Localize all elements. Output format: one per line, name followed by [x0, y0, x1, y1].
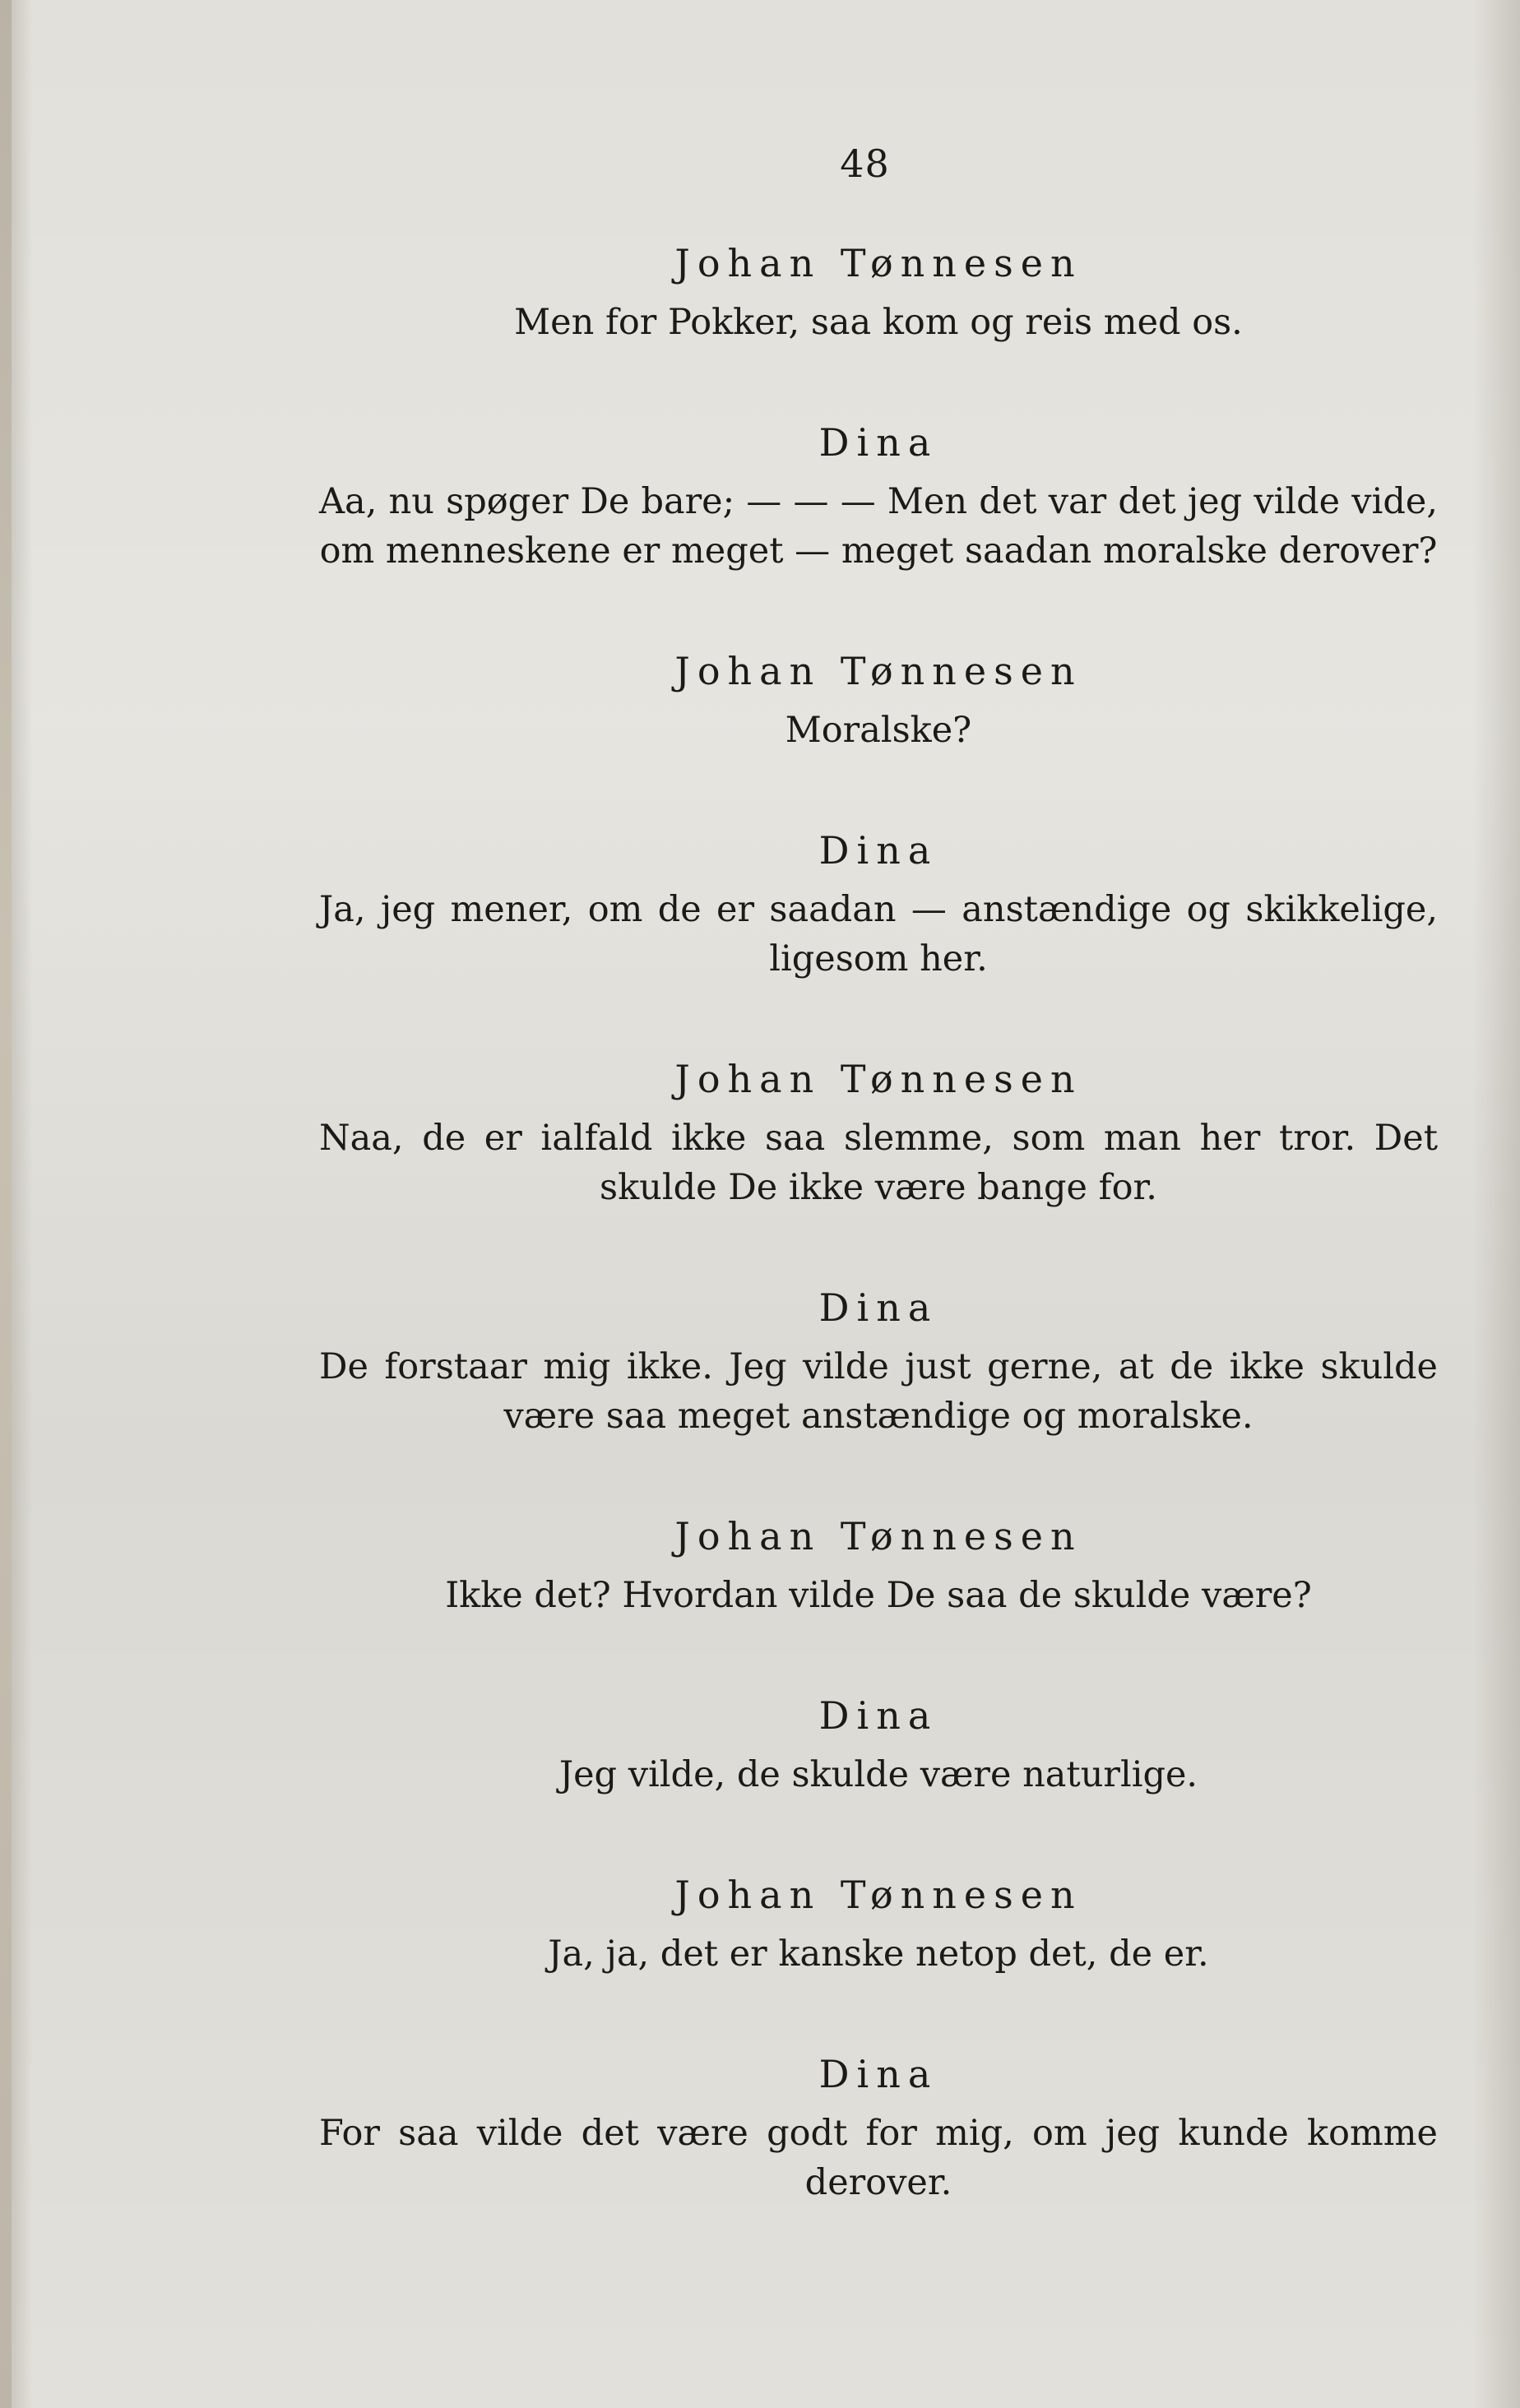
speaker-name: Johan Tønnesen: [674, 1514, 1082, 1558]
speech-text: Aa, nu spøger De bare; — — — Men det var det jeg vilde vide, om menneskene er meget — meget saadan moralske derover?: [319, 481, 1438, 572]
speaker-name: Dina: [818, 1285, 938, 1330]
speech-text: Jeg vilde, de skulde være naturlige.: [558, 1754, 1198, 1795]
page-number: 48: [840, 141, 890, 186]
dialogue-entry: [319, 1870, 1438, 1979]
dialogue-entry: [319, 238, 1438, 347]
speech-text: Ikke det? Hvordan vilde De saa de skulde være?: [445, 1575, 1312, 1616]
speaker-name: Dina: [818, 1693, 938, 1738]
speaker-name: Dina: [818, 420, 938, 465]
speech-text: Men for Pokker, saa kom og reis med os.: [514, 302, 1243, 343]
speech-text: Ja, ja, det er kanske netop det, de er.: [548, 1933, 1209, 1975]
dialogue-entry: [319, 826, 1438, 984]
speech-text: Naa, de er ialfald ikke saa slemme, som man her tror. Det skulde De ikke være bange for.: [319, 1118, 1438, 1208]
dialogue-entry: [319, 2049, 1438, 2207]
dialogue-entry: [319, 646, 1438, 755]
speaker-name: Dina: [818, 2052, 938, 2096]
dialogue-entry: [319, 1054, 1438, 1212]
speaker-name: Johan Tønnesen: [674, 1873, 1082, 1917]
speaker-name: Johan Tønnesen: [674, 1057, 1082, 1101]
page-binding-edge: [0, 0, 12, 2408]
speech-text: Ja, jeg mener, om de er saadan — anstændige og skikkelige, ligesom her.: [319, 889, 1438, 979]
dialogue-entry: [319, 1691, 1438, 1799]
dialogue-block: [319, 238, 1438, 2278]
dialogue-entry: [319, 1512, 1438, 1620]
speech-text: For saa vilde det være godt for mig, om jeg kunde komme derover.: [319, 2113, 1438, 2203]
speaker-name: Johan Tønnesen: [674, 241, 1082, 285]
speech-text: Moralske?: [785, 710, 972, 751]
dialogue-entry: [319, 418, 1438, 576]
speaker-name: Johan Tønnesen: [674, 649, 1082, 693]
speech-text: De forstaar mig ikke. Jeg vilde just gerne, at de ikke skulde være saa meget anstændige og moralske.: [319, 1346, 1438, 1437]
dialogue-entry: [319, 1283, 1438, 1441]
speaker-name: Dina: [818, 828, 938, 873]
